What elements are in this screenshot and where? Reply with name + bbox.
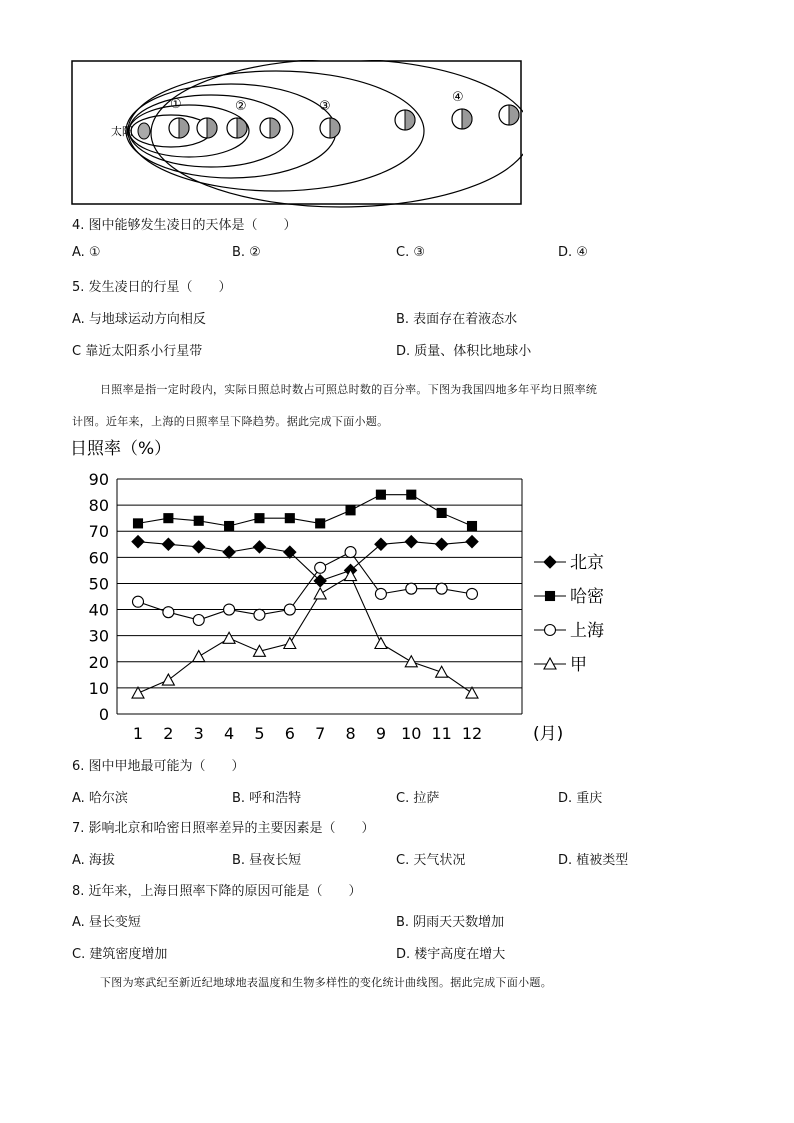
planet-1 — [169, 118, 189, 138]
y-tick-label: 20 — [88, 652, 109, 672]
y-tick-label: 90 — [88, 470, 109, 489]
planet-5 — [320, 118, 340, 138]
data-point — [436, 583, 447, 594]
legend-item-3 — [534, 655, 587, 675]
y-tick-label: 50 — [88, 574, 109, 594]
data-point — [315, 562, 326, 573]
data-point — [406, 583, 417, 594]
data-point — [466, 687, 478, 698]
data-point — [468, 522, 477, 531]
data-point — [467, 588, 478, 599]
x-axis-ticks — [133, 724, 482, 743]
data-point — [376, 490, 385, 499]
sunshine-rate-chart — [60, 432, 740, 750]
sun-label: 太阳 — [111, 125, 133, 138]
data-point — [194, 516, 203, 525]
question-6-option-c[interactable]: C. 拉萨 — [396, 791, 440, 806]
planet-6 — [395, 110, 415, 130]
question-5-option-b[interactable]: B. 表面存在着液态水 — [396, 312, 518, 327]
question-5-option-d[interactable]: D. 质量、体积比地球小 — [396, 344, 532, 359]
data-point — [225, 522, 234, 531]
data-point — [254, 609, 265, 620]
question-7-option-c[interactable]: C. 天气状况 — [396, 853, 466, 868]
data-point — [285, 514, 294, 523]
y-axis-ticks — [89, 470, 109, 724]
chart-legend — [534, 553, 604, 675]
question-6-option-a[interactable]: A. 哈尔滨 — [72, 791, 128, 806]
data-point — [253, 541, 265, 553]
series-line — [138, 542, 472, 581]
x-tick-label: 8 — [345, 724, 356, 743]
data-point — [163, 607, 174, 618]
legend-item-2 — [534, 621, 604, 641]
data-point — [162, 674, 174, 685]
data-point — [284, 604, 295, 615]
data-point — [223, 632, 235, 643]
planet-8 — [499, 105, 519, 125]
planet-marker-1: ① — [170, 97, 182, 112]
data-point — [223, 546, 235, 558]
legend-item-1 — [534, 587, 604, 607]
y-tick-label: 10 — [88, 678, 109, 698]
question-7-stem: 7. 影响北京和哈密日照率差异的主要因素是（ ） — [72, 821, 375, 836]
question-5-option-c[interactable]: C 靠近太阳系小行星带 — [72, 344, 203, 359]
series-0 — [132, 536, 478, 587]
question-5-option-a[interactable]: A. 与地球运动方向相反 — [72, 312, 206, 327]
x-tick-label: 11 — [431, 724, 452, 743]
planet-2 — [197, 118, 217, 138]
series-line — [138, 576, 472, 694]
data-point — [255, 514, 264, 523]
data-point — [345, 547, 356, 558]
y-tick-label: 40 — [88, 600, 109, 620]
data-point — [314, 588, 326, 599]
x-tick-label: 5 — [254, 724, 265, 743]
planet-4 — [260, 118, 280, 138]
data-point — [544, 556, 556, 568]
question-8-stem: 8. 近年来，上海日照率下降的原因可能是（ ） — [72, 884, 362, 899]
question-4-option-a[interactable]: A. ① — [72, 245, 101, 260]
data-point — [375, 638, 387, 649]
data-point — [545, 625, 556, 636]
data-point — [193, 615, 204, 626]
question-8-option-b[interactable]: B. 阴雨天天数增加 — [396, 915, 505, 930]
data-point — [437, 508, 446, 517]
legend-label: 北京 — [570, 553, 604, 573]
x-tick-label: 10 — [401, 724, 422, 743]
data-point — [375, 588, 386, 599]
question-8-option-d[interactable]: D. 楼宇高度在增大 — [396, 947, 506, 962]
data-point — [134, 519, 143, 528]
x-tick-label: 2 — [163, 724, 174, 743]
x-axis-label: (月) — [533, 724, 564, 744]
data-point — [436, 538, 448, 550]
question-5-stem: 5. 发生凌日的行星（ ） — [72, 280, 232, 295]
data-point — [407, 490, 416, 499]
data-point — [133, 596, 144, 607]
series-2 — [133, 547, 478, 626]
x-tick-label: 6 — [284, 724, 295, 743]
question-7-option-d[interactable]: D. 植被类型 — [558, 853, 629, 868]
question-4-option-b[interactable]: B. ② — [232, 245, 261, 260]
chart-series — [132, 490, 478, 698]
data-point — [405, 536, 417, 548]
question-7-option-b[interactable]: B. 昼夜长短 — [232, 853, 302, 868]
orbit-diagram — [71, 60, 523, 208]
data-point — [132, 687, 144, 698]
planet-marker-3: ③ — [319, 99, 331, 114]
x-tick-label: 1 — [132, 724, 144, 743]
legend-label: 上海 — [570, 621, 604, 641]
data-point — [193, 541, 205, 553]
data-point — [284, 638, 296, 649]
data-point — [436, 666, 448, 677]
passage-1-line-2: 计图。近年来，上海的日照率呈下降趋势。据此完成下面小题。 — [72, 415, 389, 428]
y-tick-label: 70 — [88, 522, 109, 542]
y-tick-label: 30 — [88, 626, 109, 646]
x-tick-label: 4 — [223, 724, 235, 743]
y-tick-label: 80 — [88, 496, 109, 516]
data-point — [546, 592, 555, 601]
data-point — [224, 604, 235, 615]
series-1 — [134, 490, 477, 530]
question-6-stem: 6. 图中甲地最可能为（ ） — [72, 759, 245, 774]
question-4-option-c[interactable]: C. ③ — [396, 245, 425, 260]
question-4-option-d[interactable]: D. ④ — [558, 245, 588, 260]
y-tick-label: 0 — [98, 705, 109, 724]
question-6-option-d[interactable]: D. 重庆 — [558, 791, 603, 806]
sun — [138, 123, 150, 139]
passage-2-line-1: 下图为寒武纪至新近纪地球地表温度和生物多样性的变化统计曲线图。据此完成下面小题。 — [100, 976, 552, 989]
passage-1-line-1: 日照率是指一定时段内，实际日照总时数占可照总时数的百分率。下图为我国四地多年平均日照率统 — [100, 383, 598, 396]
x-tick-label: 3 — [193, 724, 204, 743]
question-7-option-a[interactable]: A. 海拔 — [72, 853, 115, 868]
data-point — [193, 651, 205, 662]
question-4-stem: 4. 图中能够发生凌日的天体是（ ） — [72, 218, 297, 233]
x-tick-label: 12 — [461, 724, 483, 743]
planet-7 — [452, 109, 472, 129]
question-6-option-b[interactable]: B. 呼和浩特 — [232, 791, 302, 806]
x-tick-label: 9 — [375, 724, 387, 743]
planet-marker-2: ② — [235, 99, 247, 114]
legend-item-0 — [534, 553, 604, 573]
legend-label: 甲 — [570, 655, 587, 675]
y-tick-label: 60 — [88, 548, 109, 568]
data-point — [466, 536, 478, 548]
series-line — [138, 495, 472, 526]
x-tick-label: 7 — [315, 724, 326, 743]
data-point — [346, 506, 355, 515]
planet-marker-4: ④ — [452, 90, 464, 105]
chart-title: 日照率（%） — [70, 439, 172, 459]
data-point — [132, 536, 144, 548]
data-point — [316, 519, 325, 528]
question-8-option-a[interactable]: A. 昼长变短 — [72, 915, 141, 930]
data-point — [253, 645, 265, 656]
data-point — [162, 538, 174, 550]
question-8-option-c[interactable]: C. 建筑密度增加 — [72, 947, 168, 962]
data-point — [164, 514, 173, 523]
legend-label: 哈密 — [570, 587, 604, 607]
planet-3 — [227, 118, 247, 138]
